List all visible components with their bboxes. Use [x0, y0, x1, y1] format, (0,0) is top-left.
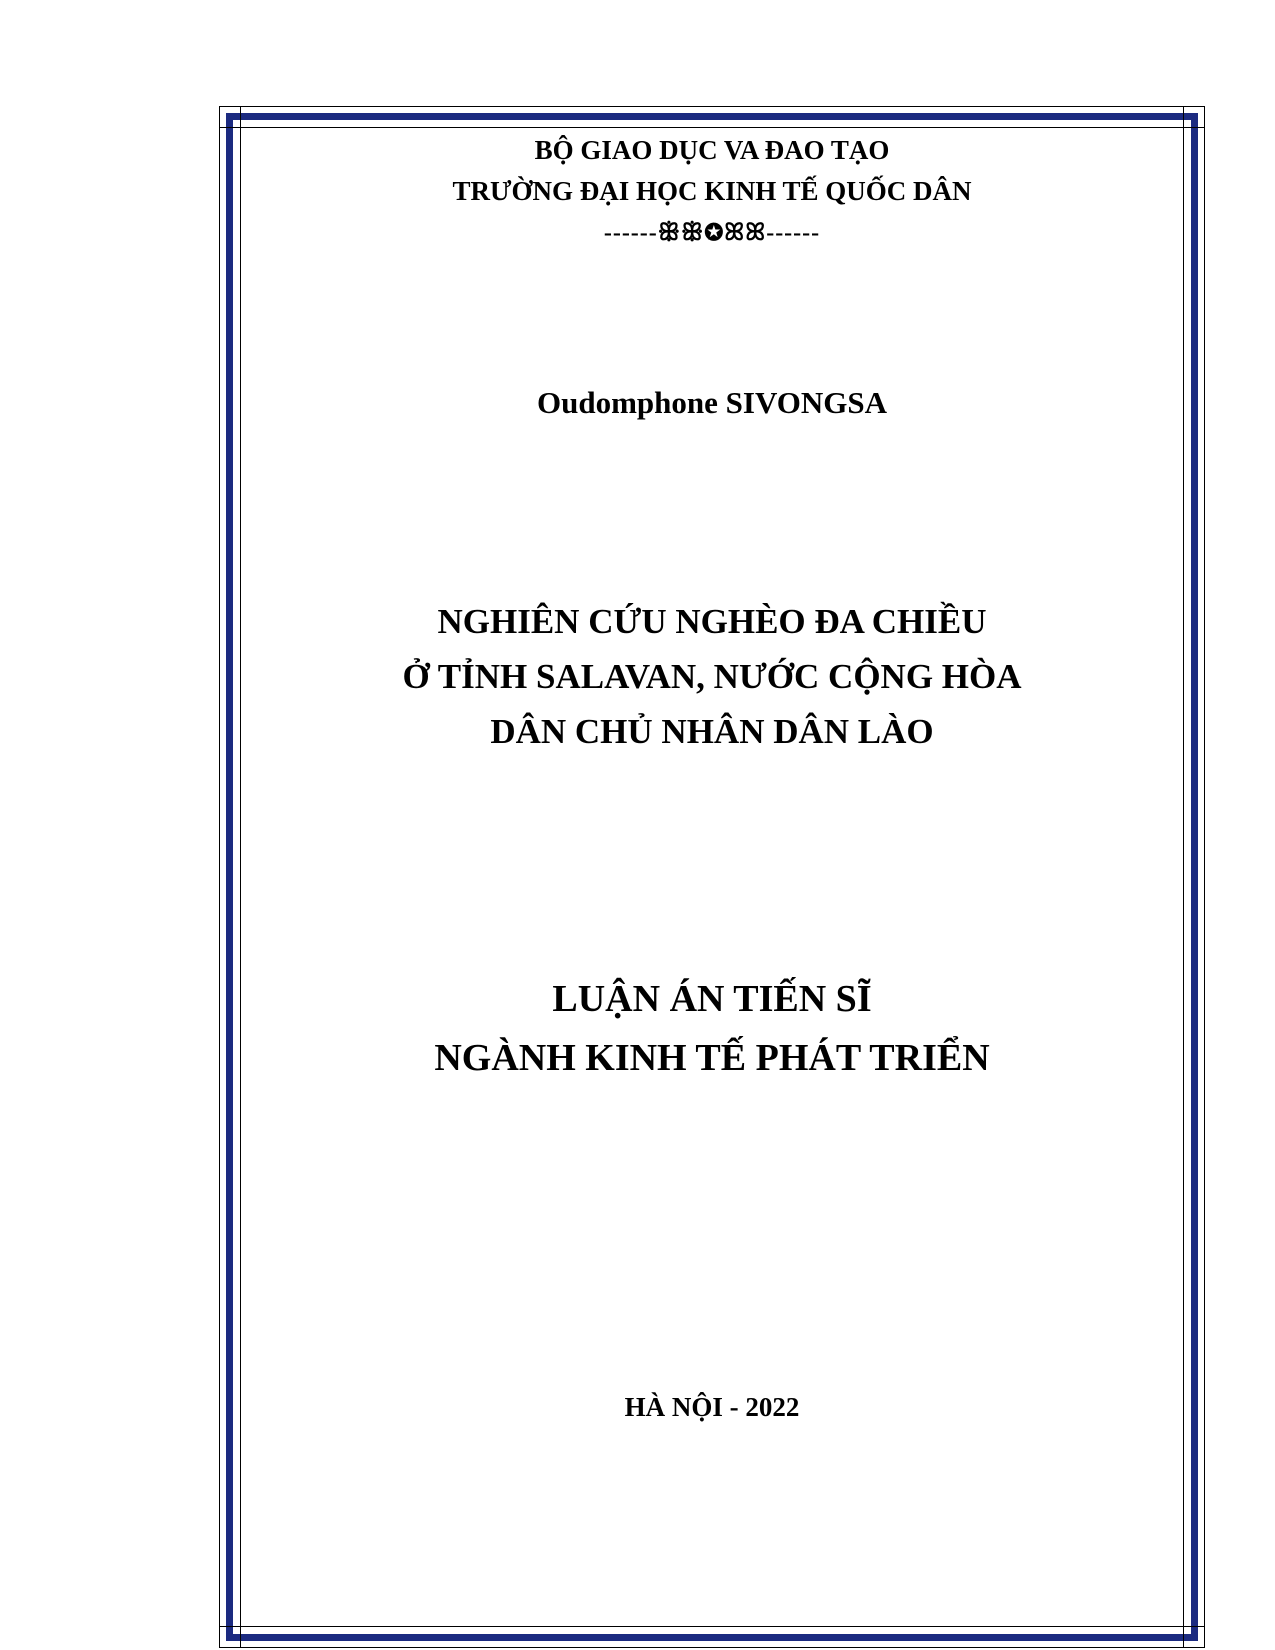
border-corner-top-left [219, 106, 241, 128]
border-corner-top-right [1183, 106, 1205, 128]
thesis-title-line-1: NGHIÊN CỨU NGHÈO ĐA CHIỀU [437, 602, 987, 641]
thesis-title-line-3: DÂN CHỦ NHÂN DÂN LÀO [490, 712, 934, 751]
university-name: TRƯỜNG ĐẠI HỌC KINH TẾ QUỐC DÂN [452, 176, 972, 206]
author-name: Oudomphone SIVONGSA [537, 385, 887, 420]
thesis-title-line-2: Ở TỈNH SALAVAN, NƯỚC CỘNG HÒA [402, 657, 1022, 696]
border-corner-bottom-left [219, 1626, 241, 1648]
place-and-year: HÀ NỘI - 2022 [624, 1392, 800, 1422]
degree-title: LUẬN ÁN TIẾN SĨ [552, 978, 872, 1020]
degree-field: NGÀNH KINH TẾ PHÁT TRIỂN [434, 1037, 990, 1079]
decorative-separator: ------ꕥꕥ✪ꕤꕤ------ [603, 220, 821, 246]
ministry-name: BỘ GIAO DỤC VA ĐAO TẠO [534, 135, 890, 165]
border-corner-bottom-right [1183, 1626, 1205, 1648]
